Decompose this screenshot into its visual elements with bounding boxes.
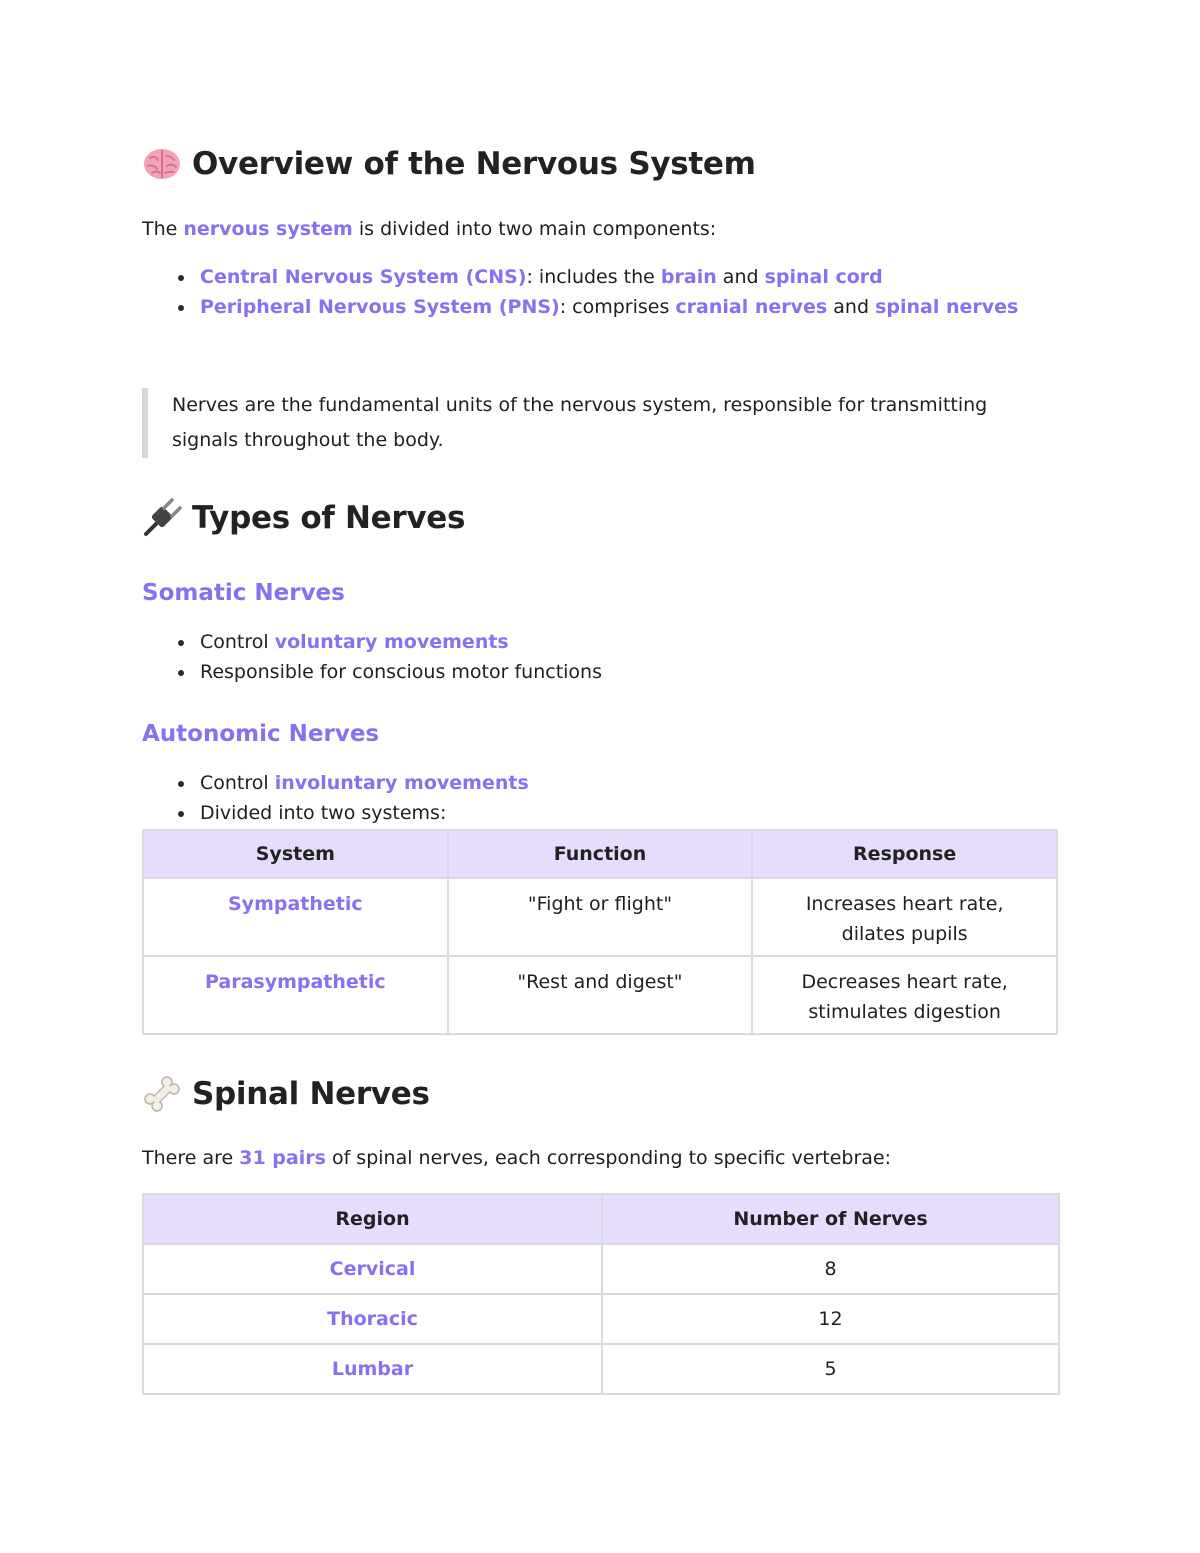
spinal-regions-table [142,1193,1060,1395]
spinal-title: Spinal Nerves [192,1076,430,1112]
overview-intro: The nervous system is divided into two main components: [142,218,717,240]
list-item: Responsible for conscious motor functions [200,657,1020,687]
table-row [143,1344,1059,1394]
col-region: Region [143,1194,602,1244]
types-title: Types of Nerves [192,500,466,536]
list-item: Central Nervous System (CNS): includes the brain and spinal cord [200,262,1020,292]
cell-region: Thoracic [143,1294,602,1344]
cell-count: 5 [602,1344,1059,1394]
list-item: Control involuntary movements [200,768,1020,798]
col-number-of-nerves: Number of Nerves [602,1194,1059,1244]
col-response: Response [752,830,1057,878]
spinal-intro: There are 31 pairs of spinal nerves, each corresponding to specific vertebrae: [142,1147,892,1169]
cell-response: Increases heart rate, dilates pupils [752,878,1057,956]
term-nervous-system: nervous system [183,218,353,240]
table-row [143,956,1057,1034]
table-row [143,1244,1059,1294]
table-header-row [143,1194,1059,1244]
autonomic-list [142,768,1020,828]
somatic-heading: Somatic Nerves [142,580,345,606]
autonomic-heading: Autonomic Nerves [142,721,380,747]
cell-system: Parasympathetic [143,956,448,1034]
plug-icon [142,498,182,538]
bone-icon [142,1074,182,1114]
list-item: Divided into two systems: [200,798,1020,828]
brain-icon [142,144,182,184]
nerve-definition-quote: Nerves are the fundamental units of the nervous system, responsible for transmitting signals throughout the body. [142,388,1052,458]
cell-count: 12 [602,1294,1059,1344]
list-item: Peripheral Nervous System (PNS): comprises cranial nerves and spinal nerves [200,292,1020,322]
cell-region: Lumbar [143,1344,602,1394]
cell-system: Sympathetic [143,878,448,956]
components-list [142,262,1020,322]
term-31-pairs: 31 pairs [239,1147,326,1169]
table-row [143,1294,1059,1344]
autonomic-systems-table [142,829,1058,1035]
overview-heading [142,144,756,184]
cell-count: 8 [602,1244,1059,1294]
types-heading [142,498,465,538]
somatic-list [142,627,1020,687]
overview-title: Overview of the Nervous System [192,146,756,182]
col-function: Function [448,830,753,878]
cell-region: Cervical [143,1244,602,1294]
spinal-heading [142,1074,430,1114]
cell-function: "Rest and digest" [448,956,753,1034]
cell-response: Decreases heart rate, stimulates digestion [752,956,1057,1034]
table-row [143,878,1057,956]
cell-function: "Fight or flight" [448,878,753,956]
table-header-row [143,830,1057,878]
list-item: Control voluntary movements [200,627,1020,657]
col-system: System [143,830,448,878]
